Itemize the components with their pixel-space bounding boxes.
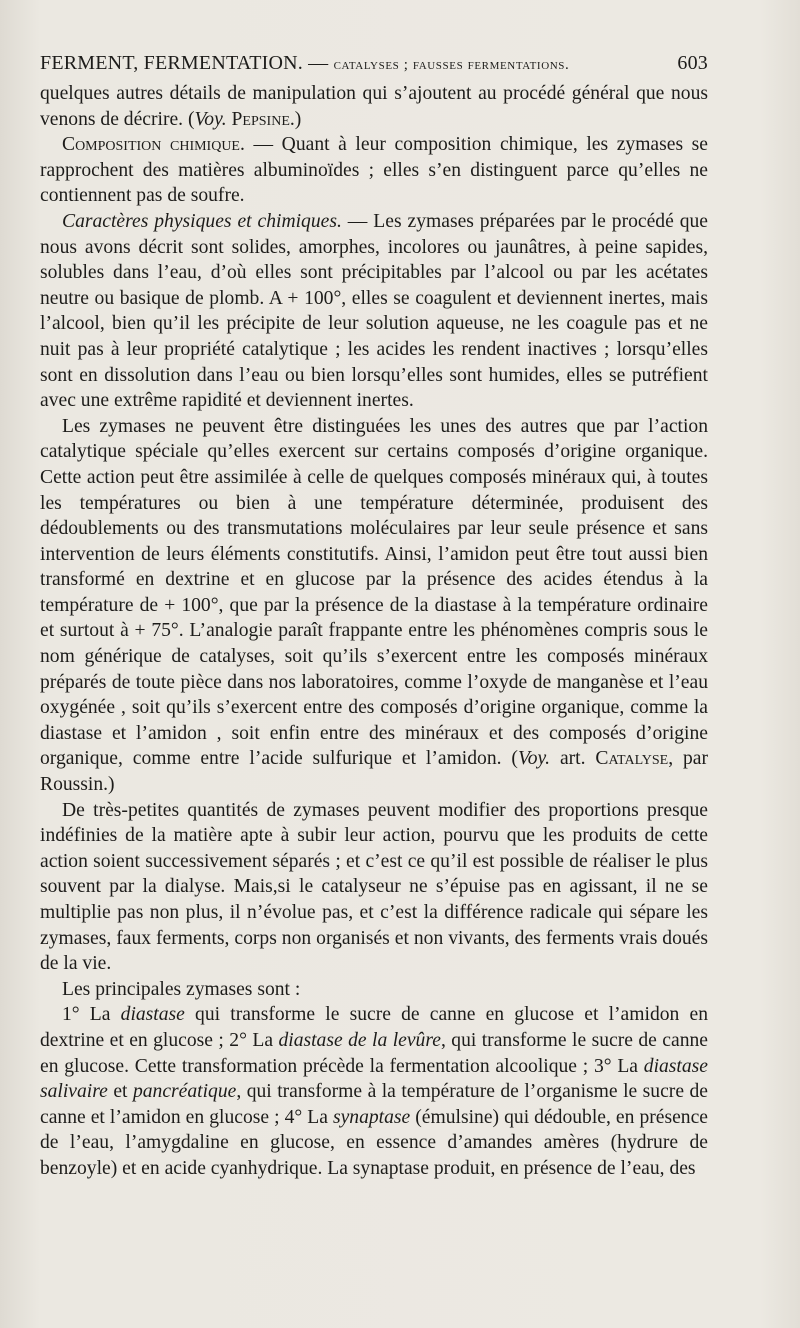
paragraph-4-text: Les zymases ne peuvent être distinguées les unes des autres que par l’action catalytique spéciale qu’elles exercent sur certains composés d’origine organique. Cette action peut être assimilée à celle de quelques composés minéraux qui, à toutes les températures ou bien à une température déterminée, produisent des dédoublements ou des transmutations moléculaires par leur seule présence et sans intervention de leurs éléments constitutifs. Ainsi, l’amidon peut être tout aussi bien transformé en dextrine et en glucose par la présence des acides étendus à la température de + 100°, que par la présence de la diastase à la température ordinaire et surtout à + 75°. L’analogie paraît frappante entre les phénomènes compris sous le nom générique de catalyses, soit qu’ils s’exercent entre les composés minéraux préparés de toute pièce dans nos laboratoires, comme l’oxyde de manganèse et l’eau oxygénée , soit qu’ils s’exercent entre des composés d’origine organique, comme la diastase et l’amidon , soit enfin entre des minéraux et des composés d’origine organique, comme entre l’acide sulfurique et l’amidon. ( <box>40 415 708 770</box>
term-pancreatique: pancréatique <box>132 1081 237 1103</box>
paragraph-5-text: De très-petites quantités de zymases peuvent modifier des proportions presque indéfinies de la matière apte à subir leur action, pourvu que les produits de cette action soient successivement séparés ; et c’est ce qu’il est possible de réaliser le plus souvent par la dialyse. Mais,si le catalyseur ne s’épuise pas en agissant, il ne se multiplie pas non plus, il n’évolue pas, et c’est la différence radicale qui sépare les zymases, faux ferments, corps non organisés et non vivants, des ferments vrais doués de la vie. <box>40 799 708 975</box>
term-diastase-levure: diastase de la levûre <box>278 1029 441 1051</box>
cross-reference-catalyse: Catalyse <box>595 748 669 770</box>
paragraph-1 <box>40 81 708 132</box>
running-header <box>40 52 708 75</box>
paragraph-4-tail: , par Roussin.) <box>40 748 708 796</box>
header-title: FERMENT, FERMENTATION. <box>40 52 303 74</box>
paragraph-3 <box>40 209 708 414</box>
paragraph-6 <box>40 977 708 1003</box>
page-number: 603 <box>677 52 708 74</box>
body-text <box>40 81 708 1182</box>
term-diastase-salivaire: diastase salivaire <box>40 1055 708 1103</box>
paragraph-6-text: Les principales zymases sont : <box>62 978 301 1000</box>
paragraph-5 <box>40 798 708 977</box>
header-dash: — <box>302 52 334 74</box>
section-heading-composition: Composition chimique <box>62 134 240 156</box>
paragraph-1-tail: .) <box>289 108 302 130</box>
paragraph-2 <box>40 132 708 209</box>
paragraph-2-text: . — Quant à leur composition chimique, les zymases se rapprochent des matières albuminoïdes ; elles s’en distinguent parce qu’elles ne contiennent pas de soufre. <box>40 134 708 207</box>
art-abbrev: art. <box>550 748 596 770</box>
list-text: (émulsine) qui dédouble, en présence de l’eau, l’amygdaline en glucose, en essence d’amandes amères (hydrure de benzoyle) et en acide cyanhydrique. La synaptase produit, en présence de l’eau, des <box>40 1106 708 1179</box>
list-text: , qui transforme à la température de l’organisme le sucre de canne et l’amidon en glucose ; 4° La <box>40 1081 708 1128</box>
list-text: et <box>107 1081 133 1103</box>
term-synaptase: synaptase <box>332 1106 411 1128</box>
header-subtitle: catalyses ; fausses fermentations. <box>333 57 570 73</box>
paragraph-1-text: quelques autres détails de manipulation qui s’ajoutent au procédé général que nous venons de décrire. ( <box>40 83 708 130</box>
list-text: , qui transforme le sucre de canne en glucose. Cette transformation précède la fermentation alcoolique ; 3° La <box>40 1029 708 1077</box>
term-diastase: diastase <box>120 1004 185 1026</box>
list-text: qui transforme le sucre de canne en glucose et l’amidon en dextrine et en glucose ; 2° La <box>40 1004 708 1051</box>
voy-abbrev: Voy. <box>517 748 551 770</box>
paragraph-7 <box>40 1002 708 1181</box>
paragraph-3-text: — Les zymases préparées par le procédé que nous avons décrit sont solides, amorphes, incolores ou jaunâtres, à peine sapides, solubles dans l’eau, d’où elles sont précipitables par l’alcool ou par les acétates neutre ou basique de plomb. A + 100°, elles se coagulent et deviennent inertes, mais l’alcool, bien qu’il les précipite de leur solution aqueuse, ne les coagule pas et ne nuit pas à leur propriété catalytique ; les acides les rendent inactives ; lorsqu’elles sont en dissolution dans l’eau ou bien lorsqu’elles sont humides, elles se putréfient avec une extrême rapidité et deviennent inertes. <box>40 210 708 412</box>
cross-reference-pepsine: Pepsine <box>231 108 290 130</box>
section-heading-caracteres: Caractères physiques et chimiques. <box>62 210 342 232</box>
header-title-group <box>40 52 569 75</box>
paragraph-4 <box>40 414 708 798</box>
list-text: 1° La <box>62 1004 121 1026</box>
voy-abbrev: Voy. <box>194 108 227 130</box>
